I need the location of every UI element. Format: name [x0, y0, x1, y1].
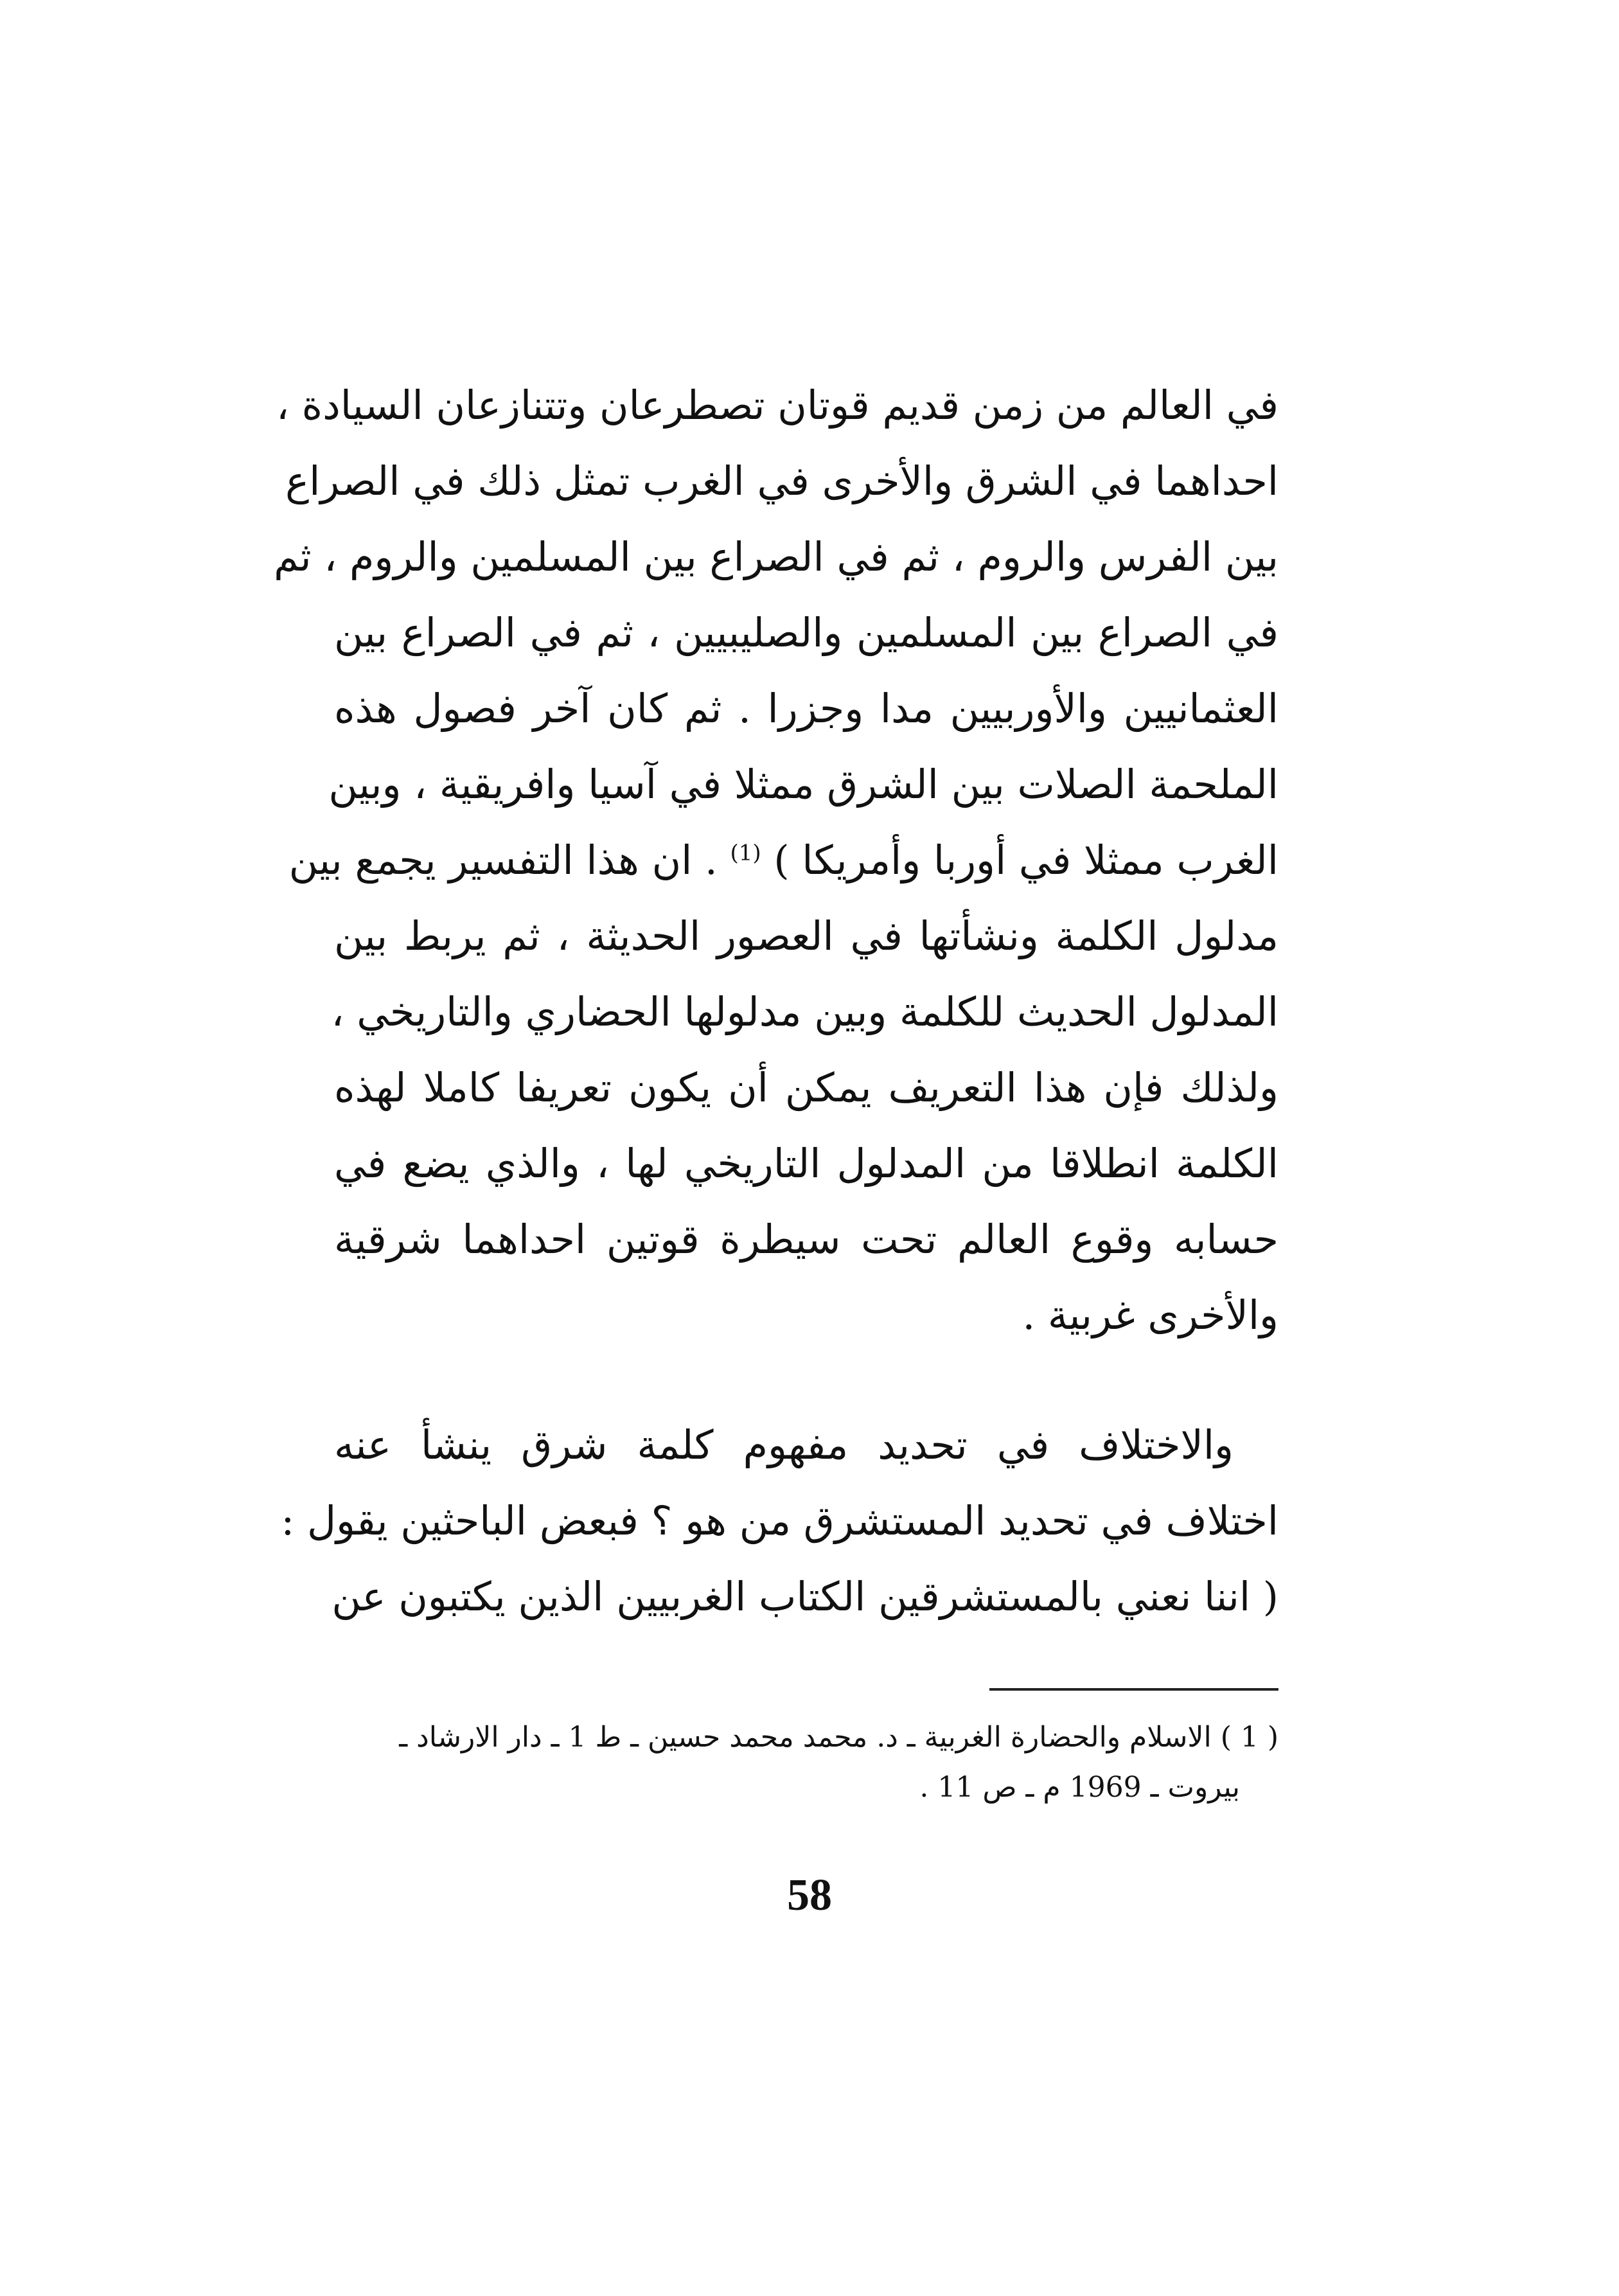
text-line: اختلاف في تحديد المستشرق من هو ؟ فبعض الباحثين يقول :	[281, 1497, 1278, 1544]
text-line: ( اننا نعني بالمستشرقين الكتاب الغربيين الذين يكتبون عن	[332, 1573, 1278, 1620]
footnote-line: بيروت ـ 1969 م ـ ص 11 .	[919, 1771, 1240, 1804]
text-line: الملحمة الصلات بين الشرق ممثلا في آسيا وافريقية ، وبين	[328, 761, 1278, 808]
text-line-end: . ان هذا التفسير يجمع بين	[288, 837, 730, 884]
text-line-with-footnote-marker	[288, 823, 1278, 898]
text-line: العثمانيين والأوربيين مدا وجزرا . ثم كان آخر فصول هذه	[334, 685, 1278, 732]
paragraph-1	[274, 368, 1278, 1353]
text-line: ولذلك فإن هذا التعريف يمكن أن يكون تعريفا كاملا لهذه	[334, 1064, 1278, 1111]
footnote	[334, 1713, 1278, 1813]
page-number: 58	[787, 1871, 832, 1920]
text-line: والأخرى غربية .	[1022, 1292, 1278, 1339]
footnote-line: ( 1 ) الاسلام والحضارة الغربية ـ د. محمد محمد حسين ـ ط 1 ـ دار الارشاد ـ	[399, 1721, 1278, 1754]
text-line: بين الفرس والروم ، ثم في الصراع بين المسلمين والروم ، ثم	[274, 533, 1278, 580]
text-line: الكلمة انطلاقا من المدلول التاريخي لها ، والذي يضع في	[334, 1140, 1278, 1187]
text-line-start: الغرب ممثلا في أوربا وأمريكا )	[774, 837, 1278, 884]
text-line: مدلول الكلمة ونشأتها في العصور الحديثة ، ثم يربط بين	[334, 912, 1278, 959]
text-line: المدلول الحديث للكلمة وبين مدلولها الحضاري والتاريخي ،	[331, 988, 1278, 1035]
paragraph-2	[281, 1407, 1278, 1635]
text-line: والاختلاف في تحديد مفهوم كلمة شرق ينشأ عنه	[334, 1421, 1234, 1468]
footnote-divider	[989, 1688, 1278, 1691]
text-line: حسابه وقوع العالم تحت سيطرة قوتين احداهما شرقية	[334, 1216, 1278, 1263]
text-line: احداهما في الشرق والأخرى في الغرب تمثل ذلك في الصراع	[285, 458, 1278, 504]
text-line: في العالم من زمن قديم قوتان تصطرعان وتتنازعان السيادة ،	[276, 382, 1278, 429]
text-line: في الصراع بين المسلمين والصليبيين ، ثم في الصراع بين	[334, 609, 1278, 656]
footnote-marker: (1)	[730, 840, 761, 866]
